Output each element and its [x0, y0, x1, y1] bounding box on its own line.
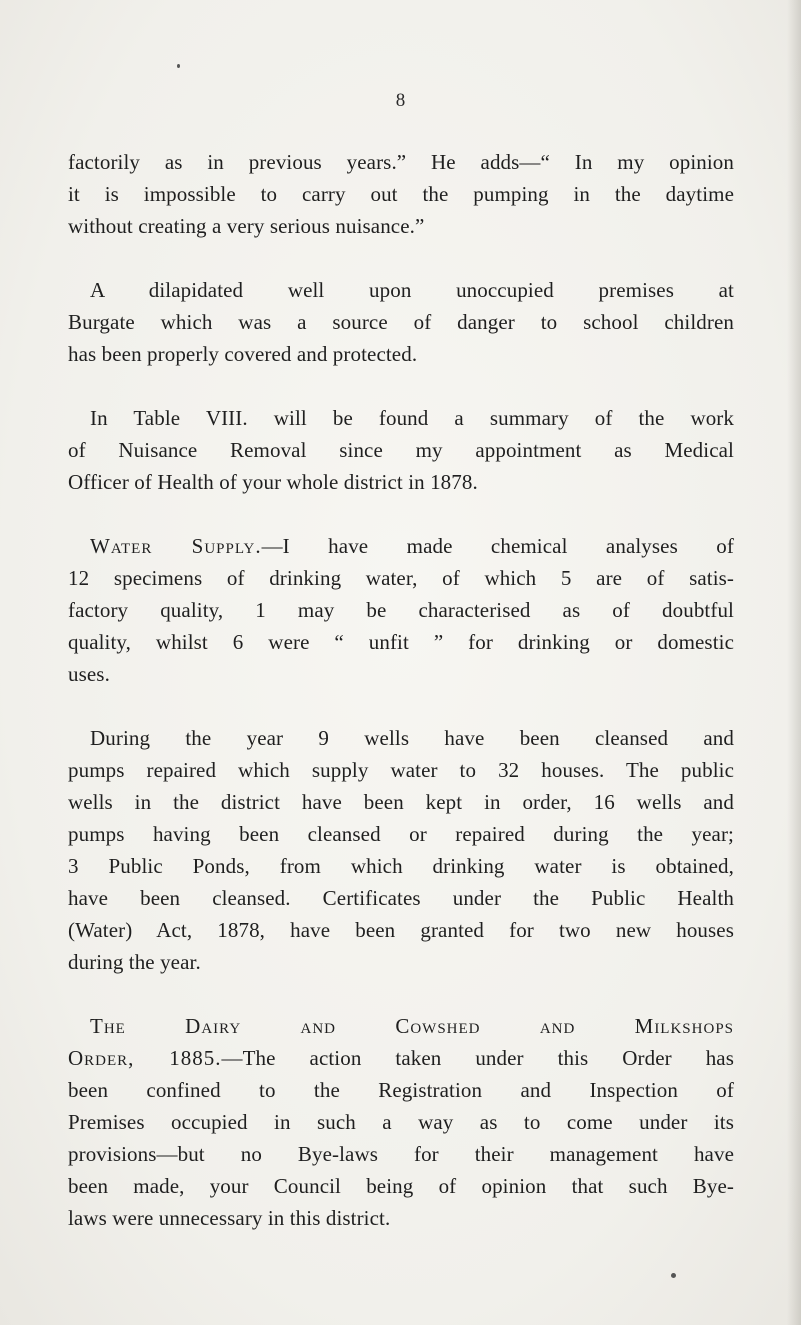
text-line: it is impossible to carry out the pumping in the daytime: [68, 182, 734, 206]
text-line: (Water) Act, 1878, have been granted for two new houses: [68, 918, 734, 942]
page-number: 8: [395, 90, 406, 111]
paragraph: [68, 402, 734, 498]
text-line: wells in the district have been kept in order, 16 wells and: [68, 790, 734, 814]
text-run: —I have made chemical analyses of: [261, 534, 734, 558]
body-text: [68, 146, 734, 1234]
text-line: 3 Public Ponds, from which drinking water is obtained,: [68, 854, 734, 878]
text-line: have been cleansed. Certificates under the Public Health: [68, 886, 734, 910]
text-line: pumps having been cleansed or repaired during the year;: [68, 822, 734, 846]
text-line: Burgate which was a source of danger to school children: [68, 310, 734, 334]
text-line: of Nuisance Removal since my appointment as Medical: [68, 438, 734, 462]
text-line: factorily as in previous years.” He adds—“ In my opinion: [68, 150, 734, 174]
text-line: has been properly covered and protected.: [68, 342, 418, 366]
text-line: been made, your Council being of opinion that such Bye-: [68, 1174, 734, 1198]
section-heading: The Dairy and Cowshed and Milkshops: [90, 1014, 734, 1038]
text-line: During the year 9 wells have been cleansed and: [90, 726, 734, 750]
text-line: [68, 530, 734, 562]
text-run: —The action taken under this Order has: [221, 1046, 735, 1070]
ink-speck: [177, 64, 180, 68]
section-heading-cont: Order, 1885.: [68, 1046, 222, 1070]
paragraph: [68, 274, 734, 370]
text-line: provisions—but no Bye-laws for their management have: [68, 1142, 734, 1166]
text-line: In Table VIII. will be found a summary of the work: [90, 406, 734, 430]
section-heading: Water Supply.: [90, 534, 262, 558]
text-line: during the year.: [68, 950, 201, 974]
paragraph-dairy-order: [68, 1010, 734, 1234]
text-line: laws were unnecessary in this district.: [68, 1206, 391, 1230]
text-line: factory quality, 1 may be characterised as of doubtful: [68, 598, 734, 622]
text-line: [68, 1042, 734, 1074]
text-line: Officer of Health of your whole district in 1878.: [68, 470, 478, 494]
ink-speck: [671, 1273, 676, 1278]
paragraph: [68, 146, 734, 242]
text-line: 12 specimens of drinking water, of which 5 are of satis-: [68, 566, 734, 590]
text-line: Premises occupied in such a way as to come under its: [68, 1110, 734, 1134]
text-line: uses.: [68, 662, 110, 686]
paragraph-water-supply: [68, 530, 734, 690]
text-line: pumps repaired which supply water to 32 houses. The public: [68, 758, 734, 782]
paragraph: [68, 722, 734, 978]
text-line: been confined to the Registration and Inspection of: [68, 1078, 734, 1102]
text-line: without creating a very serious nuisance.”: [68, 214, 425, 238]
text-line: quality, whilst 6 were “ unfit ” for drinking or domestic: [68, 630, 734, 654]
text-line: A dilapidated well upon unoccupied premises at: [90, 278, 734, 302]
page-edge-shadow: [787, 0, 801, 1325]
